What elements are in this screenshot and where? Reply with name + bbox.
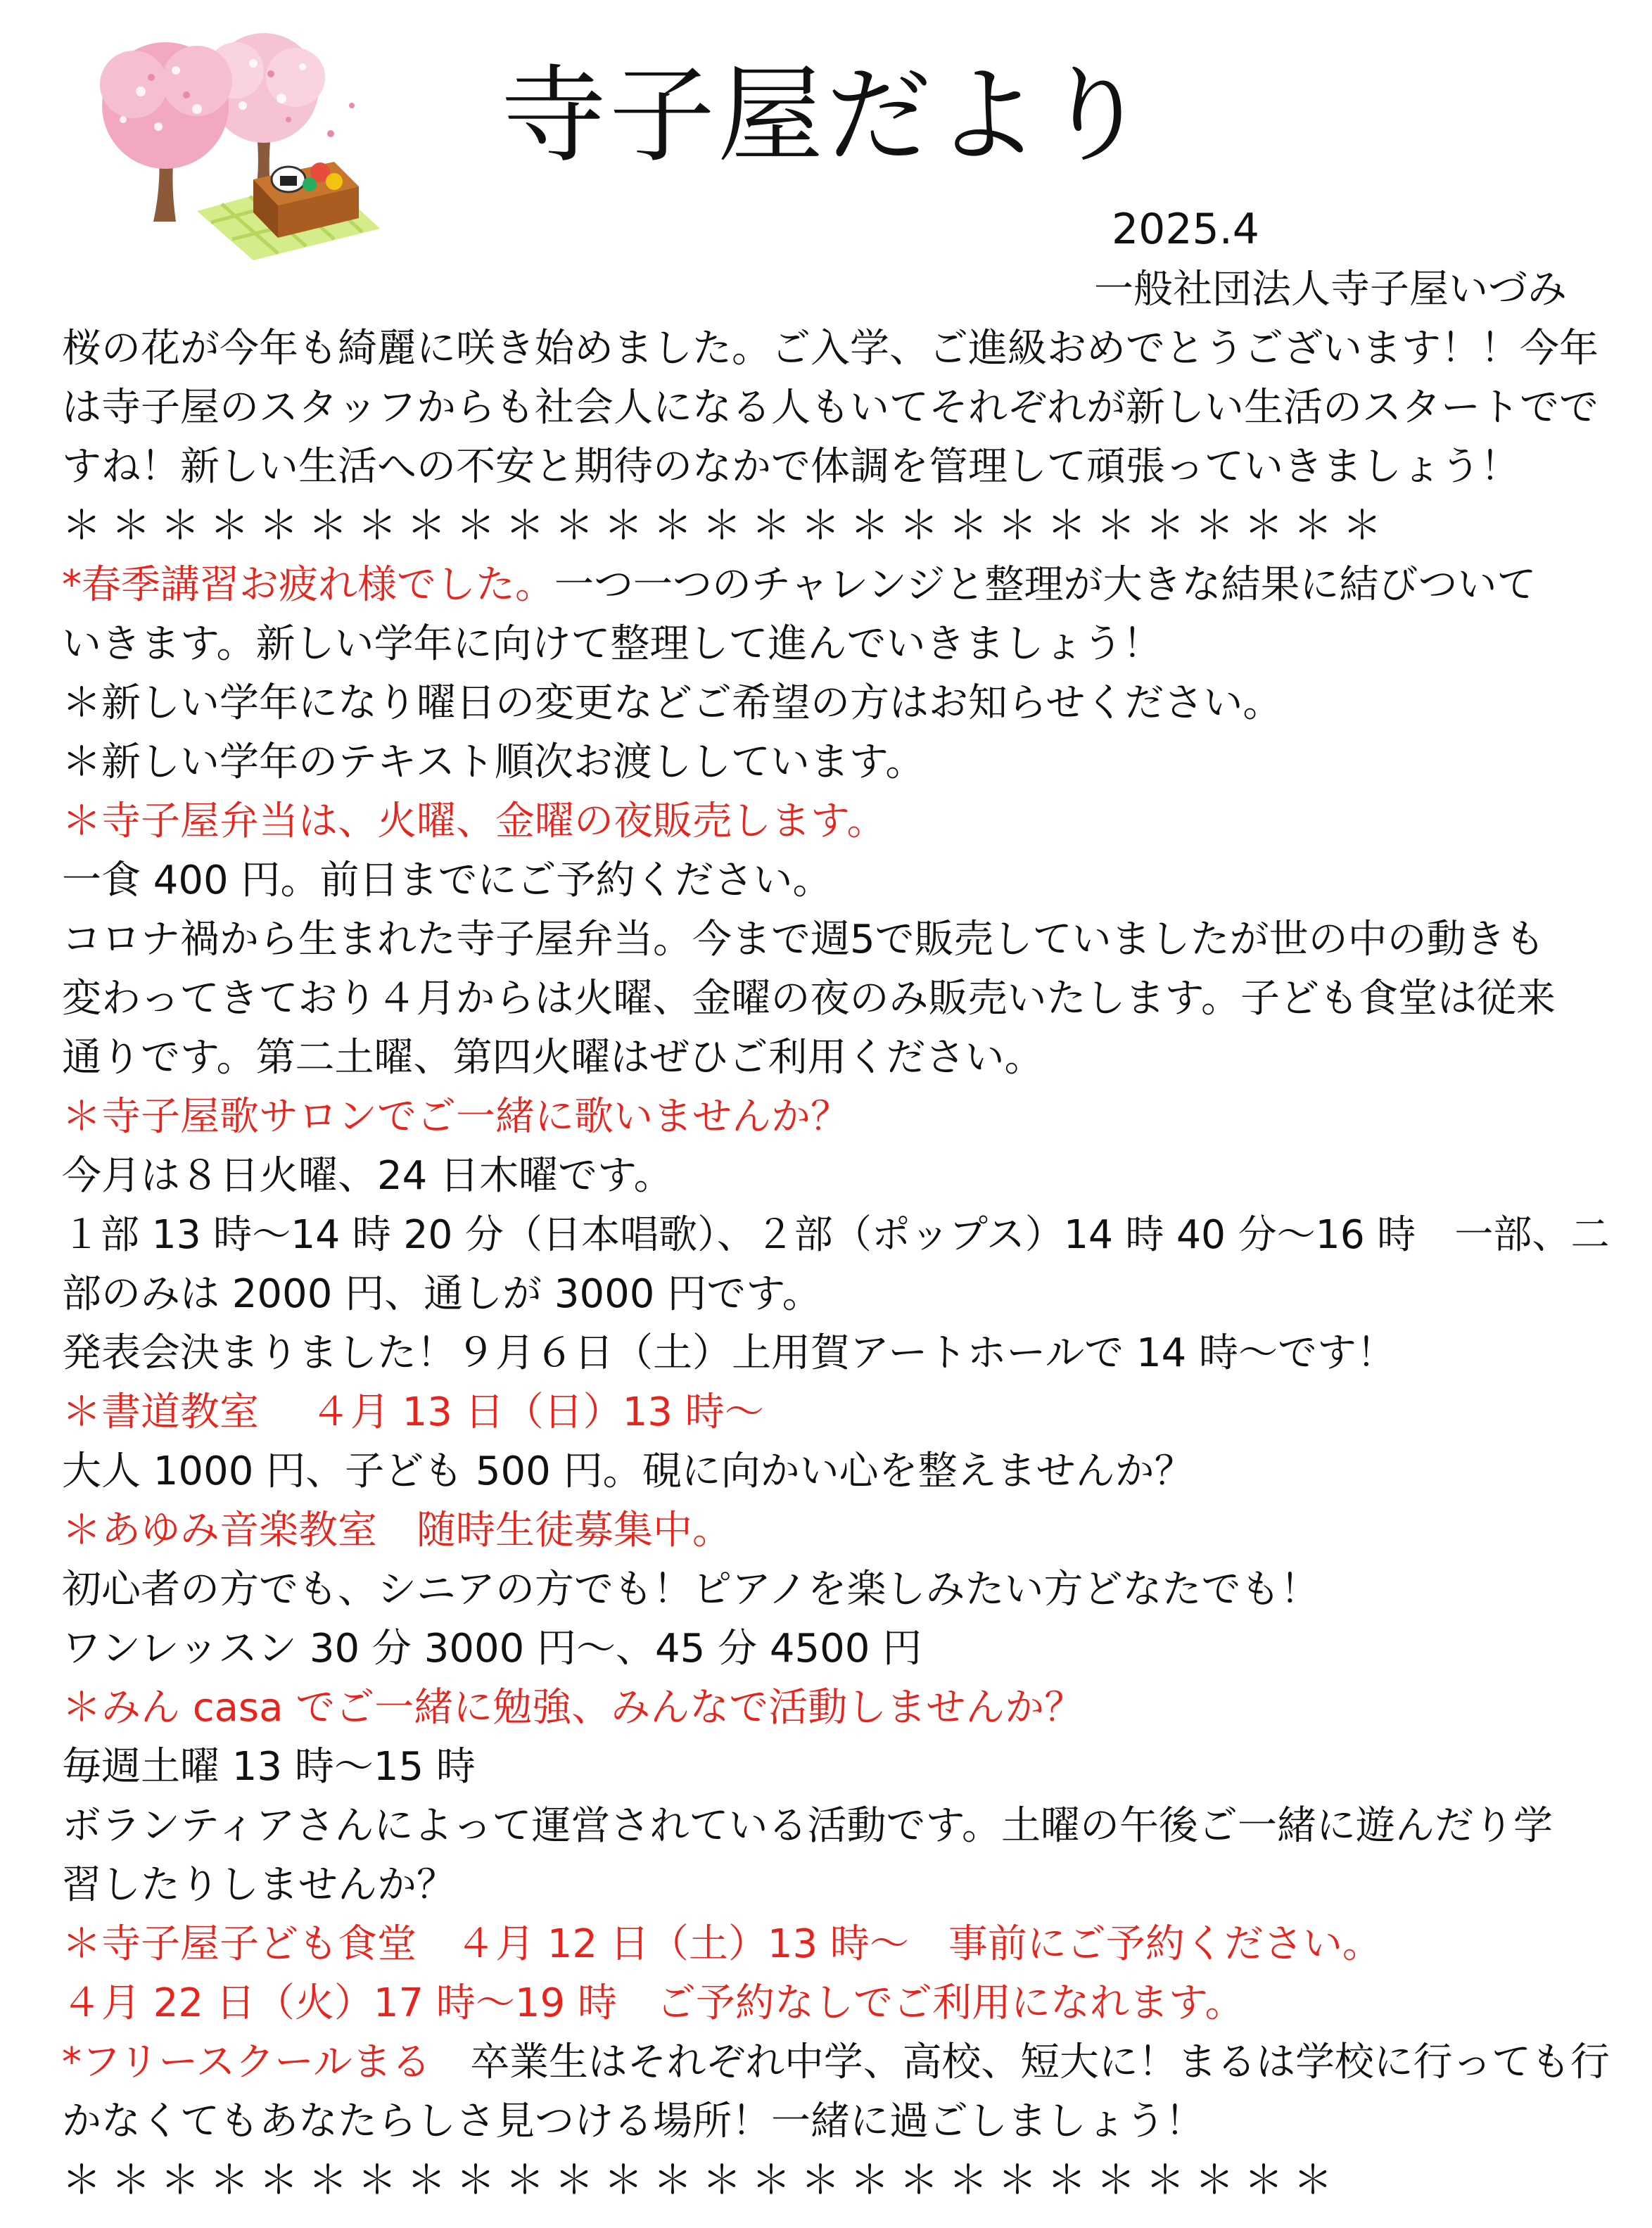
body-text: 発表会決まりました！９月６日（土）上用賀アートホールで 14 時～です！ — [62, 1330, 1397, 1376]
body-text: ＊＊＊＊＊＊＊＊＊＊＊＊＊＊＊＊＊＊＊＊＊＊＊＊＊＊＊ — [62, 503, 1392, 549]
body-line — [62, 792, 1610, 851]
body-line — [62, 1029, 1610, 1088]
highlight-text: ＊書道教室 ４月 13 日（日）13 時～ — [62, 1389, 764, 1435]
body-line — [62, 1147, 1610, 1206]
body-text: は寺子屋のスタッフからも社会人になる人もいてそれぞれが新しい生活のスタートでで — [62, 385, 1599, 431]
body-text: ボランティアさんによって運営されている活動です。土曜の午後ご一緒に遊んだり学 — [62, 1803, 1553, 1849]
body-text: 桜の花が今年も綺麗に咲き始めました。ご入学、ご進級おめでとうございます！！今年 — [62, 326, 1599, 371]
body-text: 一つ一つのチャレンジと整理が大きな結果に結びついて — [554, 562, 1537, 608]
body-line — [62, 1619, 1610, 1679]
body-text: 今月は８日火曜、24 日木曜です。 — [62, 1153, 673, 1199]
highlight-text: ＊寺子屋歌サロンでご一緒に歌いませんか？ — [62, 1094, 850, 1140]
newsletter-body — [62, 319, 1610, 2210]
body-text: いきます。新しい学年に向けて整理して進んでいきましょう！ — [62, 621, 1162, 667]
body-text: 習したりしませんか？ — [62, 1862, 456, 1908]
body-text: 大人 1000 円、子ども 500 円。硯に向かい心を整えませんか？ — [62, 1449, 1194, 1494]
newsletter-title: 寺子屋だより — [500, 55, 1151, 177]
body-text: かなくてもあなたらしさ見つける場所！一緒に過ごしましょう！ — [62, 2099, 1205, 2144]
body-text: 通りです。第二土曜、第四火曜はぜひご利用ください。 — [62, 1035, 1044, 1081]
body-line — [62, 1442, 1610, 1501]
body-text: 部のみは 2000 円、通しが 3000 円です。 — [62, 1271, 822, 1317]
highlight-text: *春季講習お疲れ様でした。 — [62, 562, 554, 608]
body-text: 一食 400 円。前日までにご予約ください。 — [62, 858, 832, 903]
highlight-text: ＊寺子屋子ども食堂 ４月 12 日（土）13 時～ 事前にご予約ください。 — [62, 1921, 1382, 1967]
body-line — [62, 1265, 1610, 1324]
body-line — [62, 733, 1610, 792]
body-text: すね！新しい生活への不安と期待のなかで体調を管理して頑張っていきましょう！ — [62, 444, 1520, 490]
body-line — [62, 438, 1610, 497]
organization-name: 一般社団法人寺子屋いづみ — [1094, 267, 1567, 312]
body-line — [62, 969, 1610, 1029]
body-line — [62, 2092, 1610, 2151]
body-line — [62, 2033, 1610, 2092]
highlight-text: ４月 22 日（火）17 時～19 時 ご予約なしでご利用になれます。 — [62, 1980, 1245, 2026]
body-line — [62, 1560, 1610, 1619]
body-text: 変わってきており４月からは火曜、金曜の夜のみ販売いたします。子ども食堂は従来 — [62, 976, 1556, 1021]
body-line — [62, 1797, 1610, 1856]
body-line — [62, 2151, 1610, 2210]
body-line — [62, 1915, 1610, 1974]
body-line — [62, 497, 1610, 556]
body-line — [62, 1856, 1610, 1915]
highlight-text: ＊あゆみ音楽教室 随時生徒募集中。 — [62, 1508, 732, 1553]
body-text: 毎週土曜 13 時～15 時 — [62, 1744, 476, 1790]
body-line — [62, 1738, 1610, 1797]
body-text: ワンレッスン 30 分 3000 円～、45 分 4500 円 — [62, 1626, 922, 1672]
body-line — [62, 1383, 1610, 1442]
body-line — [62, 1206, 1610, 1265]
highlight-text: ＊寺子屋弁当は、火曜、金曜の夜販売します。 — [62, 798, 887, 844]
body-text: 卒業生はそれぞれ中学、高校、短大に！まるは学校に行っても行 — [431, 2039, 1610, 2085]
body-line — [62, 851, 1610, 910]
body-line — [62, 910, 1610, 969]
body-line — [62, 1679, 1610, 1738]
body-text: 初心者の方でも、シニアの方でも！ピアノを楽しみたい方どなたでも！ — [62, 1567, 1320, 1612]
highlight-text: ＊みん casa でご一緒に勉強、みんなで活動しませんか？ — [62, 1685, 1084, 1731]
highlight-text: *フリースクールまる — [62, 2039, 431, 2085]
body-line — [62, 556, 1610, 615]
body-text: ＊＊＊＊＊＊＊＊＊＊＊＊＊＊＊＊＊＊＊＊＊＊＊＊＊＊ — [62, 2158, 1342, 2203]
body-line — [62, 319, 1610, 378]
body-text: ＊新しい学年のテキスト順次お渡ししています。 — [62, 739, 925, 785]
body-line — [62, 1088, 1610, 1147]
issue-date: 2025.4 — [1112, 205, 1259, 254]
body-text: １部 13 時～14 時 20 分（日本唱歌）、２部（ポップス）14 時 40 分～16 時 一部、二 — [62, 1212, 1610, 1258]
body-text: コロナ禍から生まれた寺子屋弁当。今まで週5で販売していましたが世の中の動きも — [62, 917, 1545, 962]
body-line — [62, 674, 1610, 733]
body-line — [62, 1324, 1610, 1383]
body-line — [62, 1501, 1610, 1560]
body-line — [62, 615, 1610, 674]
body-line — [62, 378, 1610, 438]
body-text: ＊新しい学年になり曜日の変更などご希望の方はお知らせください。 — [62, 680, 1283, 726]
body-line — [62, 1974, 1610, 2033]
